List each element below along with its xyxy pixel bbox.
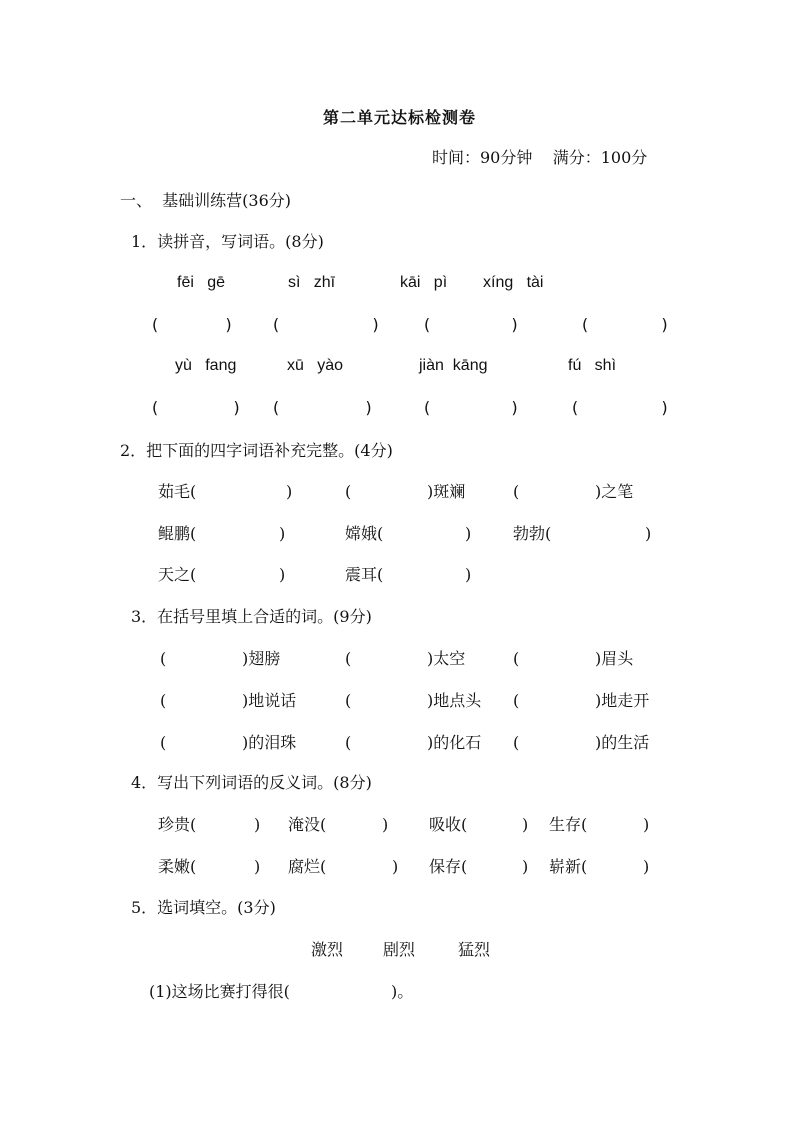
pinyin-5: yù fang xyxy=(175,357,237,374)
fill-blank-start: ( xyxy=(160,649,167,668)
exam-title: 第二单元达标检测卷 xyxy=(323,108,477,127)
fill-blank-start: ( xyxy=(513,649,520,668)
idiom-blank-start: 鲲鹏( xyxy=(158,524,197,543)
word-choice: 猛烈 xyxy=(458,940,491,959)
pinyin-3: kāi pì xyxy=(400,274,448,291)
answer-paren-close: ) xyxy=(232,398,242,417)
answer-paren-open: ( xyxy=(150,315,160,334)
pinyin-2: sì zhī xyxy=(288,274,336,291)
pinyin-8: fú shì xyxy=(568,357,617,374)
answer-paren-close: ) xyxy=(510,315,520,334)
answer-paren-open: ( xyxy=(271,315,281,334)
fill-blank-end: )地说话 xyxy=(242,691,297,710)
idiom-blank-end: ) xyxy=(645,524,652,543)
antonym-blank-end: ) xyxy=(522,857,529,876)
answer-paren-open: ( xyxy=(570,398,580,417)
antonym-blank-start: 保存( xyxy=(429,857,468,876)
idiom-blank-end: ) xyxy=(465,565,472,584)
fill-blank-end: )太空 xyxy=(427,649,466,668)
pinyin-7: jiàn kāng xyxy=(419,357,488,374)
fill-blank-end: )眉头 xyxy=(595,649,634,668)
idiom-blank-end: ) xyxy=(465,524,472,543)
fill-blank-start: ( xyxy=(345,733,352,752)
answer-paren-open: ( xyxy=(580,315,590,334)
answer-paren-close: ) xyxy=(660,398,670,417)
idiom-blank-start: 天之( xyxy=(158,565,197,584)
answer-paren-close: ) xyxy=(660,315,670,334)
antonym-blank-end: ) xyxy=(643,815,650,834)
sentence-1-start: (1)这场比赛打得很( xyxy=(149,982,290,1001)
idiom-blank-start: 勃勃( xyxy=(513,524,552,543)
fill-blank-start: ( xyxy=(513,691,520,710)
antonym-blank-end: ) xyxy=(254,815,261,834)
answer-paren-close: ) xyxy=(364,398,374,417)
idiom-blank-start: 嫦娥( xyxy=(345,524,384,543)
antonym-blank-end: ) xyxy=(382,815,389,834)
fill-blank-end: )翅膀 xyxy=(242,649,281,668)
sentence-1-end: )。 xyxy=(391,982,414,1001)
fill-blank-end: )的生活 xyxy=(595,733,650,752)
idiom-blank-start: ( xyxy=(513,482,520,501)
fill-blank-end: )的化石 xyxy=(427,733,482,752)
idiom-blank-end: )之笔 xyxy=(595,482,634,501)
fill-blank-start: ( xyxy=(160,691,167,710)
pinyin-4: xíng tài xyxy=(483,274,544,291)
fill-blank-start: ( xyxy=(345,649,352,668)
antonym-blank-start: 吸收( xyxy=(429,815,468,834)
idiom-blank-end: ) xyxy=(286,482,293,501)
answer-paren-close: ) xyxy=(224,315,234,334)
question-2-prompt: 2．把下面的四字词语补充完整。(4分) xyxy=(120,441,393,460)
antonym-blank-end: ) xyxy=(392,857,399,876)
antonym-blank-end: ) xyxy=(522,815,529,834)
antonym-blank-end: ) xyxy=(643,857,650,876)
answer-paren-open: ( xyxy=(271,398,281,417)
idiom-blank-end: )斑斓 xyxy=(427,482,466,501)
question-5-prompt: 5．选词填空。(3分) xyxy=(131,898,276,917)
answer-paren-open: ( xyxy=(150,398,160,417)
idiom-blank-start: ( xyxy=(345,482,352,501)
word-choice: 剧烈 xyxy=(383,940,416,959)
fill-blank-end: )地走开 xyxy=(595,691,650,710)
word-choice: 激烈 xyxy=(311,940,344,959)
fill-blank-start: ( xyxy=(160,733,167,752)
fill-blank-start: ( xyxy=(345,691,352,710)
idiom-blank-start: 震耳( xyxy=(345,565,384,584)
antonym-blank-start: 淹没( xyxy=(288,815,327,834)
question-1-prompt: 1．读拼音，写词语。(8分) xyxy=(131,232,324,251)
question-3-prompt: 3．在括号里填上合适的词。(9分) xyxy=(131,607,372,626)
antonym-blank-end: ) xyxy=(254,857,261,876)
antonym-blank-start: 崭新( xyxy=(549,857,588,876)
answer-paren-close: ) xyxy=(510,398,520,417)
answer-paren-open: ( xyxy=(422,315,432,334)
antonym-blank-start: 腐烂( xyxy=(288,857,327,876)
time-score-line: 时间：90分钟 满分：100分 xyxy=(432,148,648,167)
question-4-prompt: 4．写出下列词语的反义词。(8分) xyxy=(131,773,372,792)
antonym-blank-start: 珍贵( xyxy=(158,815,197,834)
fill-blank-end: )的泪珠 xyxy=(242,733,297,752)
pinyin-1: fēi gē xyxy=(177,274,226,291)
idiom-blank-end: ) xyxy=(279,565,286,584)
fill-blank-start: ( xyxy=(513,733,520,752)
antonym-blank-start: 生存( xyxy=(549,815,588,834)
idiom-blank-end: ) xyxy=(279,524,286,543)
pinyin-6: xū yào xyxy=(287,357,344,374)
section-heading: 一、 基础训练营(36分) xyxy=(120,191,292,210)
antonym-blank-start: 柔嫩( xyxy=(158,857,197,876)
idiom-blank-start: 茹毛( xyxy=(158,482,197,501)
answer-paren-close: ) xyxy=(371,315,381,334)
fill-blank-end: )地点头 xyxy=(427,691,482,710)
answer-paren-open: ( xyxy=(422,398,432,417)
